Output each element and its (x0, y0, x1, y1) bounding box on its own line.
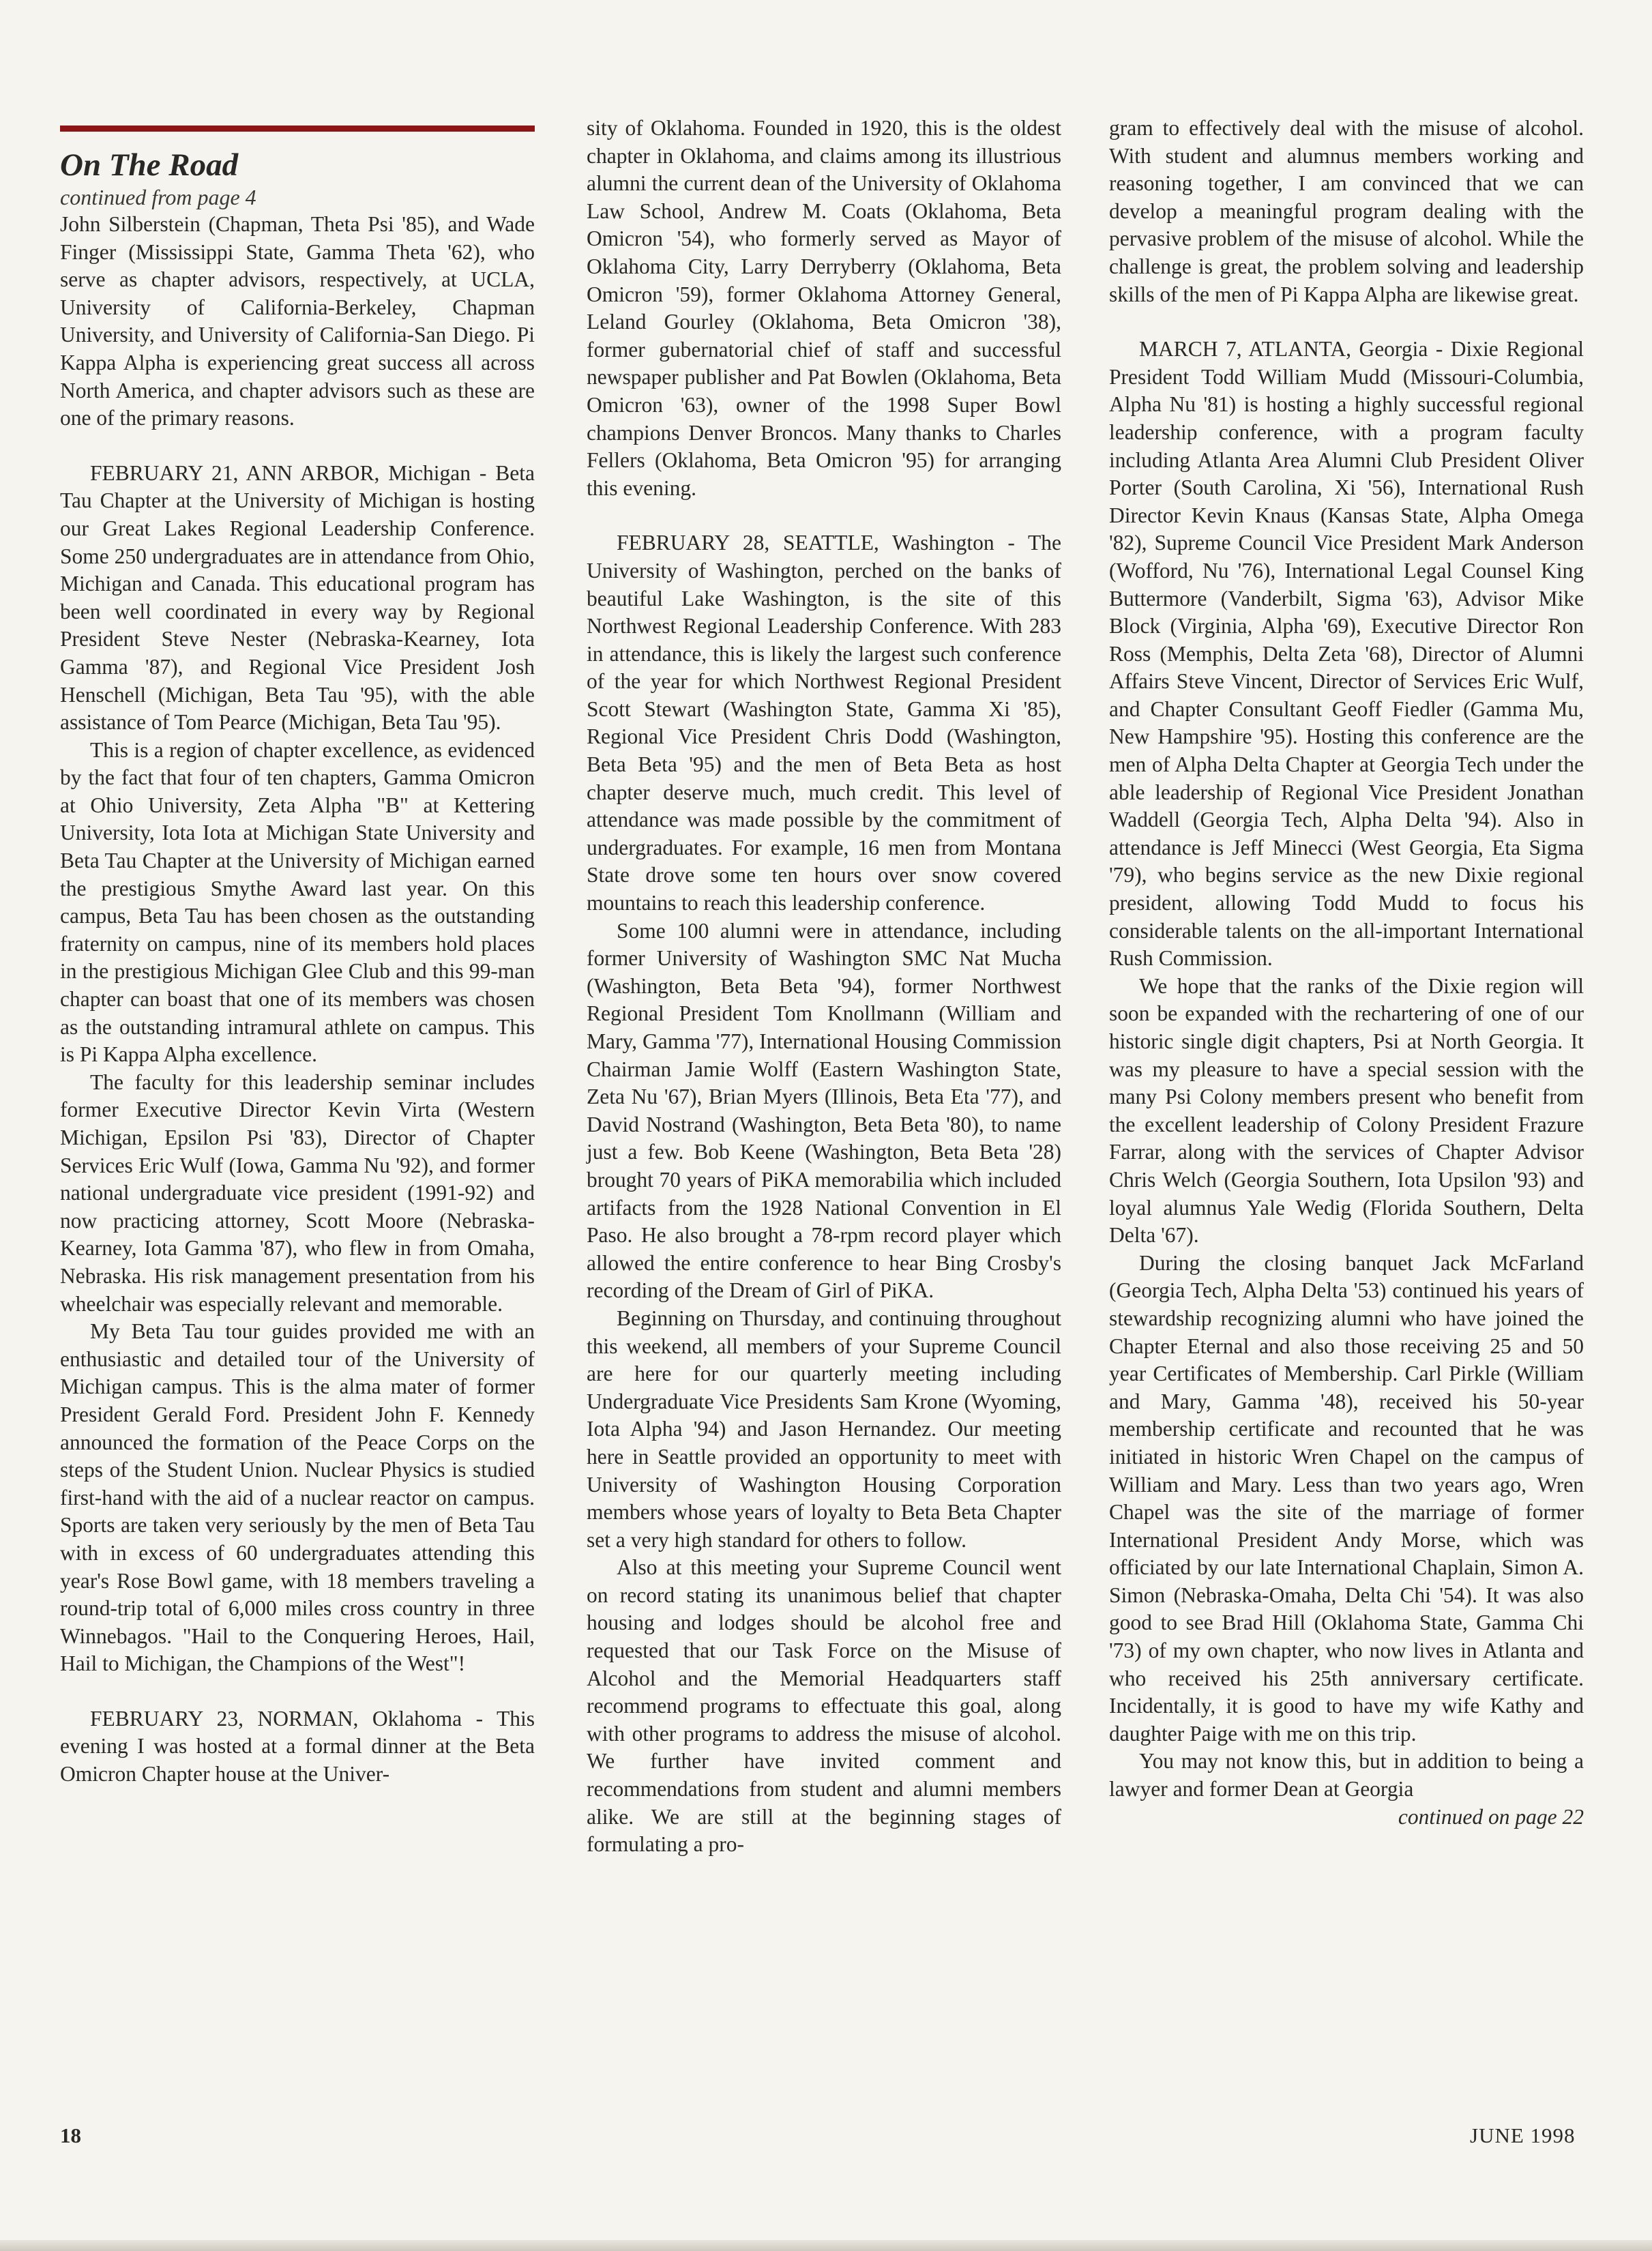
paragraph: John Silberstein (Chapman, Theta Psi '85), and Wade Finger (Mississippi State, Gamma Theta '62), who serve as chapter advisors, respectively, at UCLA, University of California-Berkeley, Chapman University, and University of California-San Diego. Pi Kappa Alpha is experiencing great success all across North America, and chapter advisors such as these are one of the primary reasons. (60, 212, 535, 430)
paragraph: FEBRUARY 21, ANN ARBOR, Michigan - Beta Tau Chapter at the University of Michigan is hosting our Great Lakes Regional Leadership Conference. Some 250 undergraduates are in attendance from Ohio, Michigan and Canada. This educational program has been well coordinated in every way by Regional President Steve Nester (Nebraska-Kearney, Iota Gamma '87), and Regional Vice President Josh Henschell (Michigan, Beta Tau '95), with the able assistance of Tom Pearce (Michigan, Beta Tau '95). (60, 460, 535, 735)
article-column-2 (587, 115, 1061, 1859)
headline-rule (60, 126, 535, 132)
issue-date: JUNE 1998 (1470, 2123, 1576, 2147)
page-bottom-edge (0, 2240, 1652, 2251)
paragraph: gram to effectively deal with the misuse of alcohol. With student and alumnus members working and reasoning together, I am convinced that we can develop a meaningful program dealing with the pervasive problem of the misuse of alcohol. While the challenge is great, the problem solving and leadership skills of the men of Pi Kappa Alpha are likewise great. (1109, 116, 1584, 306)
paragraph: Some 100 alumni were in attendance, including former University of Washington SMC Nat Mucha (Washington, Beta Beta '94), former Northwest Regional President Tom Knollmann (William and Mary, Gamma '77), International Housing Commission Chairman Jamie Wolff (Eastern Washington State, Zeta Nu '67), Brian Myers (Illinois, Beta Eta '77), and David Nostrand (Washington, Beta Beta '80), to name just a few. Bob Keene (Washington, Beta Beta '28) brought 70 years of PiKA memorabilia which included artifacts from the 1928 National Convention in El Paso. He also brought a 78-rpm record player which allowed the entire conference to hear Bing Crosby's recording of the Dream of Girl of PiKA. (587, 918, 1061, 1303)
paragraph: During the closing banquet Jack McFarland (Georgia Tech, Alpha Delta '53) continued his years of stewardship recognizing alumni who have joined the Chapter Eternal and also those receiving 25 and 50 year Certificates of Membership. Carl Pirkle (William and Mary, Gamma '48), received his 50-year membership certificate and recounted that he was initiated in historic Wren Chapel on the campus of William and Mary. Less than two years ago, Wren Chapel was the site of the marriage of former International President Andy Morse, which was officiated by our late International Chaplain, Simon A. Simon (Nebraska-Omaha, Delta Chi '54). It was also good to see Brad Hill (Oklahoma State, Gamma Chi '73) of my own chapter, who now lives in Atlanta and who received his 25th anniversary certificate. Incidentally, it is good to have my wife Kathy and daughter Paige with me on this trip. (1109, 1250, 1584, 1746)
article-title: On The Road (60, 147, 239, 183)
paragraph: We hope that the ranks of the Dixie region will soon be expanded with the rechartering of one of our historic single digit chapters, Psi at North Georgia. It was my pleasure to have a special session with the many Psi Colony members present who benefit from the excellent leadership of Colony President Frazure Farrar, along with the services of Chapter Advisor Chris Welch (Georgia Southern, Iota Upsilon '93) and loyal alumnus Yale Wedig (Florida Southern, Delta Delta '67). (1109, 973, 1584, 1248)
paragraph: You may not know this, but in addition to being a lawyer and former Dean at Georgia (1109, 1749, 1584, 1801)
continued-on-note: continued on page 22 (1398, 1804, 1584, 1829)
paragraph: FEBRUARY 28, SEATTLE, Washington - The University of Washington, perched on the banks of beautiful Lake Washington, is the site of this Northwest Regional Leadership Conference. With 283 in attendance, this is likely the largest such conference of the year for which Northwest Regional President Scott Stewart (Washington State, Gamma Xi '85), Regional Vice President Chris Dodd (Washington, Beta Beta '95) and the men of Beta Beta as host chapter deserve much, much credit. This level of attendance was made possible by the commitment of undergraduates. For example, 16 men from Montana State drove some ten hours over snow covered mountains to reach this leadership conference. (587, 531, 1061, 915)
article-column-3 (1109, 115, 1584, 1831)
paragraph: FEBRUARY 23, NORMAN, Oklahoma - This evening I was hosted at a formal dinner at the Beta Omicron Chapter house at the Univer- (60, 1706, 535, 1786)
paragraph: Also at this meeting your Supreme Council went on record stating its unanimous belief that chapter housing and lodges should be alcohol free and requested that our Task Force on the Misuse of Alcohol and the Memorial Headquarters staff recommend programs to effectuate this goal, along with other programs to address the misuse of alcohol. We further have invited comment and recommendations from student and alumni members alike. We are still at the beginning stages of formulating a pro- (587, 1555, 1061, 1857)
paragraph: My Beta Tau tour guides provided me with an enthusiastic and detailed tour of the University of Michigan campus. This is the alma mater of former President Gerald Ford. President John F. Kennedy announced the formation of the Peace Corps on the steps of the Student Union. Nuclear Physics is studied first-hand with the aid of a nuclear reactor on campus. Sports are taken very seriously by the men of Beta Tau with in excess of 60 undergraduates attending this year's Rose Bowl game, with 18 members traveling a round-trip total of 6,000 miles cross country in three Winnebagos. "Hail to the Conquering Heroes, Hail, Hail to Michigan, the Champions of the West"! (60, 1319, 535, 1676)
paragraph: Beginning on Thursday, and continuing throughout this weekend, all members of your Supreme Council are here for our quarterly meeting including Undergraduate Vice Presidents Sam Krone (Wyoming, Iota Alpha '94) and Jason Hernandez. Our meeting here in Seattle provided an opportunity to meet with University of Washington Housing Corporation members whose years of loyalty to Beta Beta Chapter set a very high standard for others to follow. (587, 1306, 1061, 1552)
paragraph: sity of Oklahoma. Founded in 1920, this is the oldest chapter in Oklahoma, and claims among its illustrious alumni the current dean of the University of Oklahoma Law School, Andrew M. Coats (Oklahoma, Beta Omicron '54), who formerly served as Mayor of Oklahoma City, Larry Derryberry (Oklahoma, Beta Omicron '59), former Oklahoma Attorney General, Leland Gourley (Oklahoma, Beta Omicron '38), former gubernatorial chief of staff and successful newspaper publisher and Pat Bowlen (Oklahoma, Beta Omicron '63), owner of the 1998 Super Bowl champions Denver Broncos. Many thanks to Charles Fellers (Oklahoma, Beta Omicron '95) for arranging this evening. (587, 116, 1061, 500)
continued-from-note: continued from page 4 (60, 185, 256, 209)
article-column-1 (60, 117, 535, 1789)
paragraph: The faculty for this leadership seminar includes former Executive Director Kevin Virta (Western Michigan, Epsilon Psi '83), Director of Chapter Services Eric Wulf (Iowa, Gamma Nu '92), and former national undergraduate vice president (1991-92) and now practicing attorney, Scott Moore (Nebraska-Kearney, Iota Gamma '87), who flew in from Omaha, Nebraska. His risk management presentation from his wheelchair was especially relevant and memorable. (60, 1070, 535, 1316)
paragraph: MARCH 7, ATLANTA, Georgia - Dixie Regional President Todd William Mudd (Missouri-Columbia, Alpha Nu '81) is hosting a highly successful regional leadership conference, with a program faculty including Atlanta Area Alumni Club President Oliver Porter (South Carolina, Xi '56), International Rush Director Kevin Knaus (Kansas State, Alpha Omega '82), Supreme Council Vice President Mark Anderson (Wofford, Nu '76), International Legal Counsel King Buttermore (Vanderbilt, Sigma '63), Advisor Mike Block (Virginia, Alpha '69), Executive Director Ron Ross (Memphis, Delta Zeta '68), Director of Alumni Affairs Steve Vincent, Director of Services Eric Wulf, and Chapter Consultant Geoff Fiedler (Gamma Mu, New Hampshire '95). Hosting this conference are the men of Alpha Delta Chapter at Georgia Tech under the able leadership of Regional Vice President Jonathan Waddell (Georgia Tech, Alpha Delta '94). Also in attendance is Jeff Minecci (West Georgia, Eta Sigma '79), who begins service as the new Dixie regional president, allowing Todd Mudd to focus his considerable talents on the all-important International Rush Commission. (1109, 337, 1584, 971)
page-number: 18 (60, 2123, 81, 2147)
paragraph: This is a region of chapter excellence, as evidenced by the fact that four of ten chapters, Gamma Omicron at Ohio University, Zeta Alpha "B" at Kettering University, Iota Iota at Michigan State University and Beta Tau Chapter at the University of Michigan earned the prestigious Smythe Award last year. On this campus, Beta Tau has been chosen as the outstanding fraternity on campus, nine of its members hold places in the prestigious Michigan Glee Club and this 99-man chapter can boast that one of its members was chosen as the outstanding intramural athlete on campus. This is Pi Kappa Alpha excellence. (60, 737, 535, 1067)
